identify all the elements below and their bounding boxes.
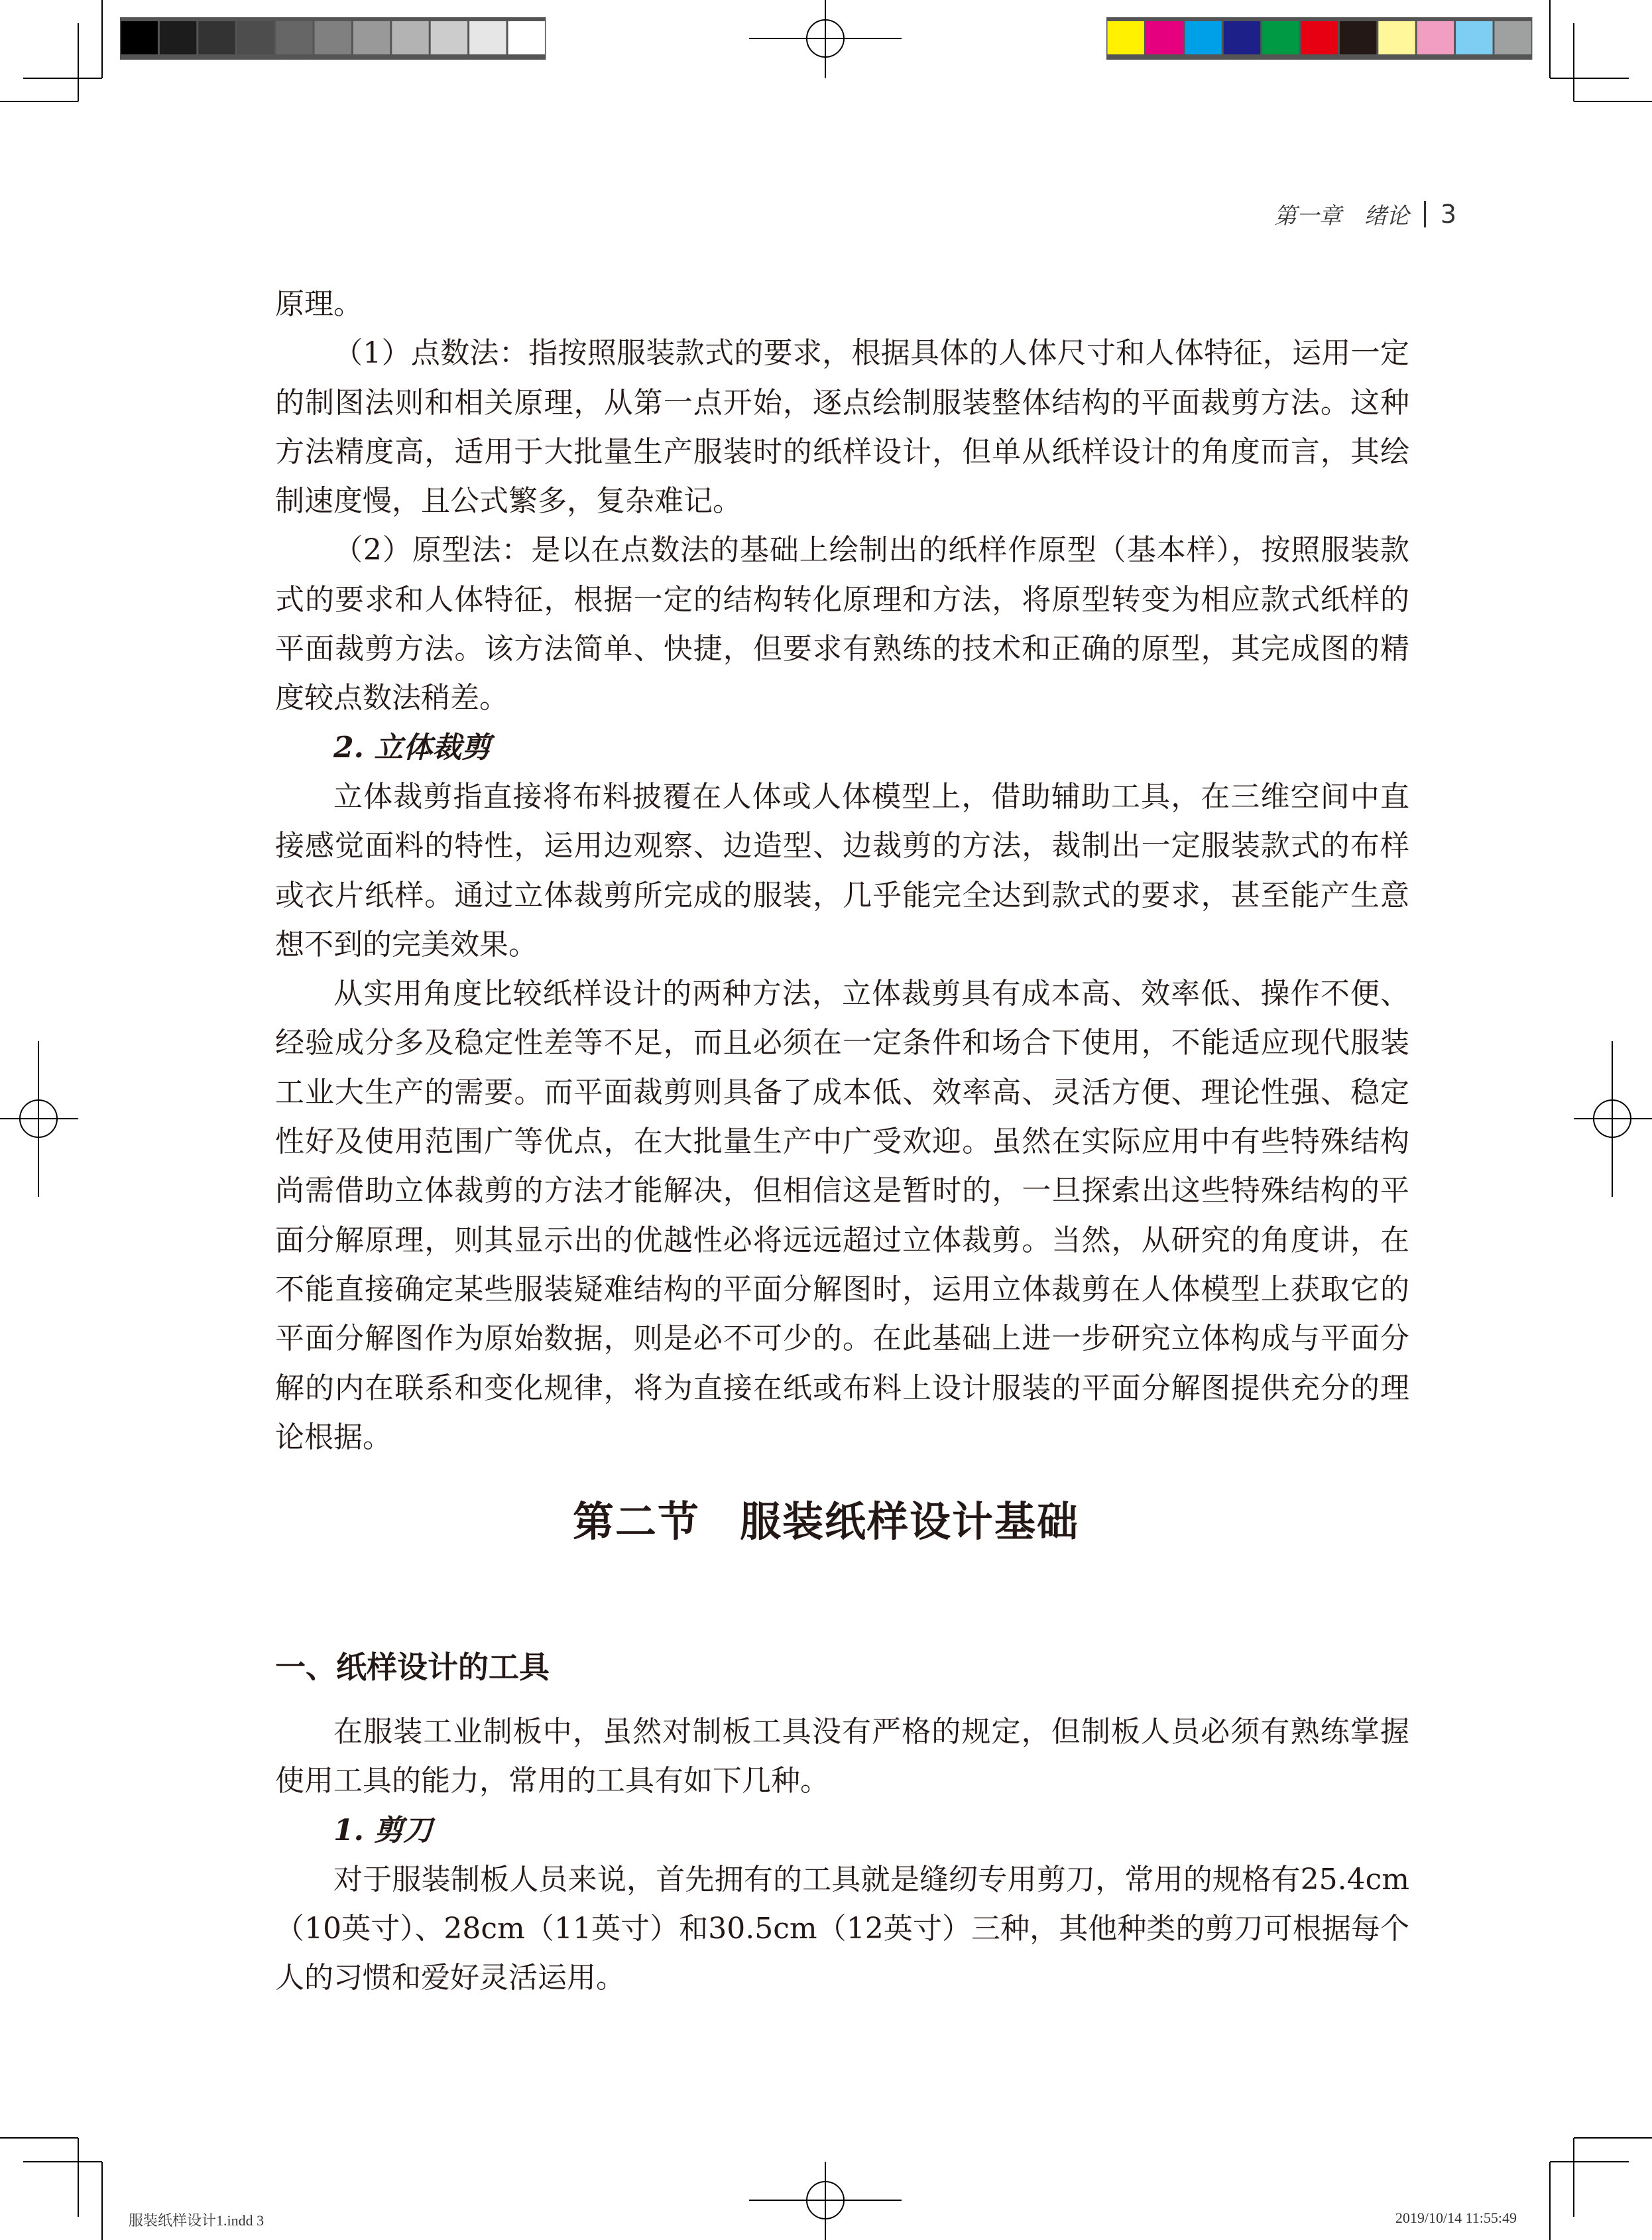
color-swatch — [431, 21, 467, 54]
color-swatch — [1495, 21, 1531, 54]
color-swatch — [1185, 21, 1221, 54]
section-number: 第二节 — [572, 1497, 700, 1546]
chapter-title: 第一章 绪论 — [1273, 203, 1409, 229]
slug-timestamp: 2019/10/14 11:55:49 — [1395, 2209, 1517, 2226]
grayscale-bar — [120, 17, 546, 60]
body-text-top — [275, 280, 1409, 1462]
color-swatch — [315, 21, 351, 54]
registration-mark-bottom — [749, 2162, 902, 2240]
color-swatch — [121, 21, 158, 54]
color-swatch — [237, 21, 274, 54]
registration-mark-top — [749, 0, 902, 78]
subsection-heading: 一、纸样设计的工具 — [275, 1649, 550, 1685]
paragraph: 原理。 — [275, 287, 363, 321]
color-swatch — [469, 21, 506, 54]
color-bar — [1106, 17, 1532, 60]
paragraph: （1）点数法：指按照服装款式的要求，根据具体的人体尺寸和人体特征，运用一定的制图法则和相关原理，从第一点开始，逐点绘制服装整体结构的平面裁剪方法。这种方法精度高，适用于大批量生产服装时的纸样设计，但单从纸样设计的角度而言，其绘制速度慢，且公式繁多，复杂难记。 — [275, 336, 1409, 519]
color-swatch — [198, 21, 235, 54]
paragraph: 从实用角度比较纸样设计的两种方法，立体裁剪具有成本高、效率低、操作不便、经验成分多及稳定性差等不足，而且必须在一定条件和场合下使用，不能适应现代服装工业大生产的需要。而平面裁剪则具备了成本低、效率高、灵活方便、理论性强、稳定性好及使用范围广等优点，在大批量生产中广受欢迎。虽然在实际应用中有些特殊结构尚需借助立体裁剪的方法才能解决，但相信这是暂时的，一旦探索出这些特殊结构的平面分解原理，则其显示出的优越性必将远远超过立体裁剪。当然，从研究的角度讲，在不能直接确定某些服装疑难结构的平面分解图时，运用立体裁剪在人体模型上获取它的平面分解图作为原始数据，则是必不可少的。在此基础上进一步研究立体构成与平面分解的内在联系和变化规律，将为直接在纸或布料上设计服装的平面分解图提供充分的理论根据。 — [275, 977, 1409, 1454]
color-swatch — [1146, 21, 1183, 54]
header-divider — [1424, 201, 1426, 227]
running-header — [1274, 198, 1456, 230]
color-swatch — [160, 21, 196, 54]
color-swatch — [276, 21, 312, 54]
body-text-bottom — [275, 1708, 1409, 2003]
paragraph: 在服装工业制板中，虽然对制板工具没有严格的规定，但制板人员必须有熟练掌握使用工具的能力，常用的工具有如下几种。 — [275, 1715, 1409, 1798]
color-swatch — [1378, 21, 1415, 54]
color-swatch — [1456, 21, 1492, 54]
registration-mark-left — [0, 1041, 78, 1197]
color-swatch — [1301, 21, 1338, 54]
sub-heading: 2. 立体裁剪 — [333, 730, 491, 765]
color-swatch — [1262, 21, 1299, 54]
color-swatch — [1417, 21, 1454, 54]
registration-mark-right — [1574, 1041, 1652, 1197]
color-swatch — [353, 21, 390, 54]
color-swatch — [1224, 21, 1260, 54]
paragraph: （2）原型法：是以在点数法的基础上绘制出的纸样作原型（基本样），按照服装款式的要求和人体特征，根据一定的结构转化原理和方法，将原型转变为相应款式纸样的平面裁剪方法。该方法简单、快捷，但要求有熟练的技术和正确的原型，其完成图的精度较点数法稍差。 — [275, 533, 1409, 716]
page-number: 3 — [1440, 199, 1456, 229]
section-title: 服装纸样设计基础 — [740, 1497, 1080, 1546]
slug-filename: 服装纸样设计1.indd 3 — [129, 2212, 265, 2229]
paragraph: 对于服装制板人员来说，首先拥有的工具就是缝纫专用剪刀，常用的规格有25.4cm（10英寸）、28cm（11英寸）和30.5cm（12英寸）三种，其他种类的剪刀可根据每个人的习惯和爱好灵活运用。 — [275, 1862, 1409, 1995]
color-swatch — [392, 21, 428, 54]
color-swatch — [1340, 21, 1376, 54]
color-swatch — [1108, 21, 1144, 54]
color-swatch — [508, 21, 545, 54]
paragraph: 立体裁剪指直接将布料披覆在人体或人体模型上，借助辅助工具，在三维空间中直接感觉面料的特性，运用边观察、边造型、边裁剪的方法，裁制出一定服装款式的布样或衣片纸样。通过立体裁剪所完成的服装，几乎能完全达到款式的要求，甚至能产生意想不到的完美效果。 — [275, 779, 1409, 962]
section-heading — [0, 1489, 1652, 1548]
sub-heading: 1. 剪刀 — [333, 1813, 433, 1847]
